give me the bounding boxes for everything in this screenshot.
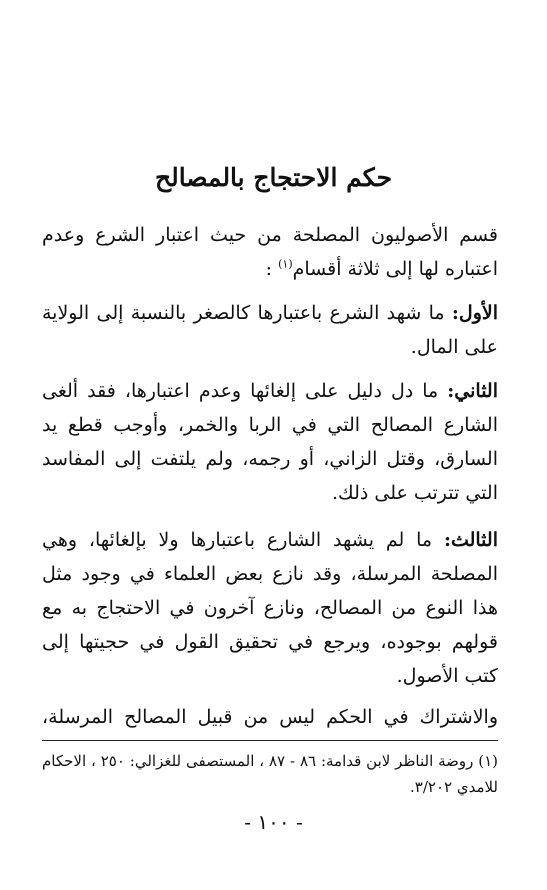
second-type-label: الثاني: [447, 380, 498, 402]
third-type-label: الثالث: [443, 529, 498, 551]
continuation-line: والاشتراك في الحكم ليس من قبيل المصالح المرسلة، [42, 706, 498, 728]
page-number: - ١٠٠ - [244, 810, 303, 834]
footnote-reference: (١) [278, 257, 293, 271]
first-type-paragraph [42, 296, 498, 364]
intro-text: قسم الأصوليون المصلحة من حيث اعتبار الشرع وعدم اعتباره لها إلى ثلاثة أقسام [42, 224, 498, 280]
footnote: (١) روضة الناظر لابن قدامة: ٨٦ - ٨٧ ، المستصفى للغزالي: ٢٥٠ ، الاحكام للامدي ٣/٢٠٢. [42, 752, 499, 796]
second-type-text: ما دل دليل على إلغائها وعدم اعتبارها، فقد ألغى الشارع المصالح التي في الربا والخمر، وأوجب قطع يد السارق، وقتل الزاني، أو رجمه، ولم يلتفت إلى المفاسد التي تترتب على ذلك. [42, 380, 498, 504]
first-type-text: ما شهد الشرع باعتبارها كالصغر بالنسبة إلى الولاية على المال. [42, 302, 498, 358]
third-type-text: ما لم يشهد الشارع باعتبارها ولا بإلغائها، وهي المصلحة المرسلة، وقد نازع بعض العلماء في وجود مثل هذا النوع من المصالح، ونازع آخرون في الاحتجاج به مع قولهم بوجوده، ويرجع في تحقيق القول في حجيتها إلى كتب الأصول. [42, 529, 498, 687]
first-type-label: الأول: [451, 302, 498, 324]
intro-paragraph [42, 218, 498, 286]
main-text [42, 218, 498, 693]
second-type-paragraph [42, 374, 498, 510]
intro-tail: : [265, 258, 279, 280]
footnote-divider [42, 740, 498, 741]
page-title: حكم الاحتجاج بالمصالح [154, 163, 393, 192]
third-type-paragraph [42, 523, 498, 693]
